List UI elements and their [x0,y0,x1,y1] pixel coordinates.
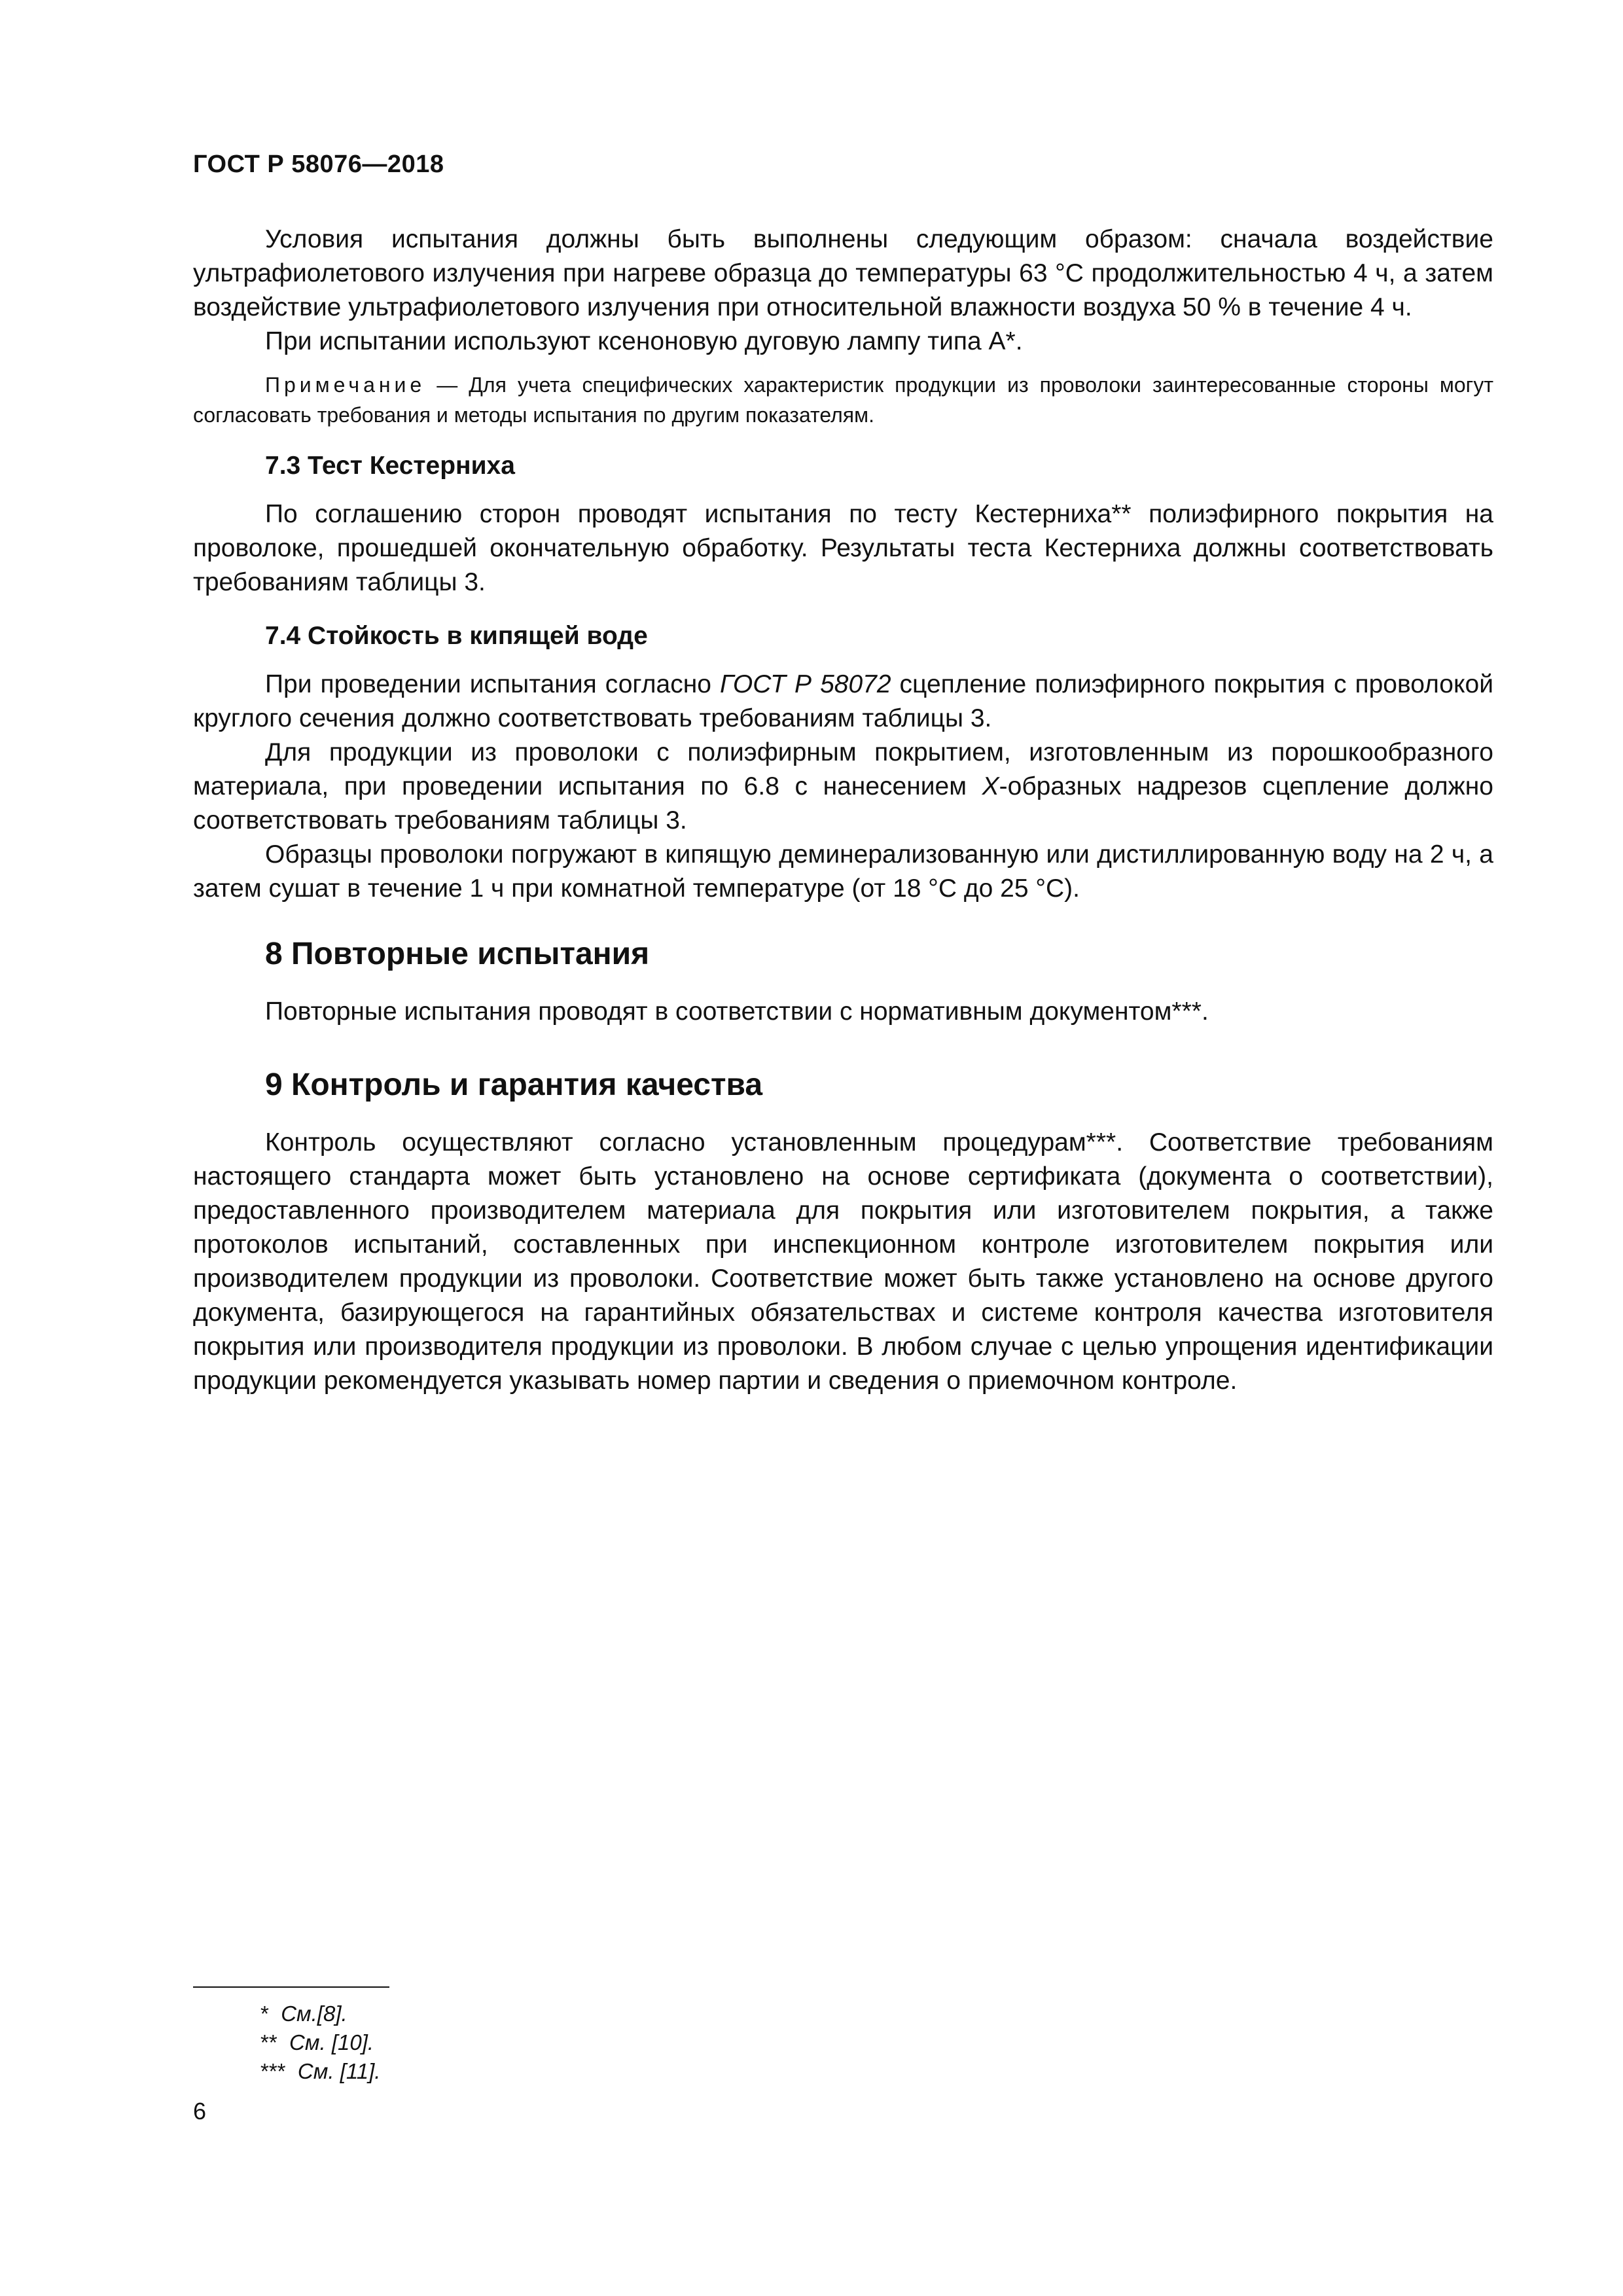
section-9-body [193,1126,1493,1398]
section-7-3-heading: 7.3 Тест Кестерниха [265,452,515,480]
text-run: -образных надрезов сцепление должно соответствовать требованиям таблицы 3. [193,772,1493,834]
footnote-mark: * [260,2001,269,2026]
section-8-body [193,995,1493,1029]
footnote-item [260,2057,380,2086]
text-run: Для продукции из проволоки с полиэфирным покрытием, изготовленным из порошкообразного материала, при проведении испытания по 6.8 с нанесением [193,738,1493,800]
footnote-mark: ** [260,2030,277,2054]
section-7-4-paragraph-1 [193,668,1493,736]
footnote-separator [193,1986,389,1988]
section-8-heading: 8 Повторные испытания [265,937,650,971]
section-7-3-paragraph: По соглашению сторон проводят испытания по тесту Кестерниха** полиэфирного покрытия на проволоке, прошедшей окончательную обработку. Результаты теста Кестерниха должны соответствовать требованиям таблицы 3. [193,500,1493,596]
intro-block [193,223,1493,359]
section-7-4-body [193,668,1493,906]
section-7-3-body [193,497,1493,600]
note-label: Примечание [265,373,426,397]
footnote-mark: *** [260,2059,286,2083]
section-9-heading: 9 Контроль и гарантия качества [265,1067,763,1102]
text-run: При проведении испытания согласно [265,670,721,698]
footnote-item [260,2000,348,2028]
standard-header: ГОСТ Р 58076—2018 [193,151,444,178]
section-7-4-paragraph-3: Образцы проволоки погружают в кипящую деминерализованную или дистиллированную воду на 2 ч, а затем сушат в течение 1 ч при комнатной температуре (от 18 °С до 25 °С). [193,840,1493,903]
footnote-item [260,2028,374,2057]
standard-reference: ГОСТ Р 58072 [720,670,891,698]
section-7-4-heading: 7.4 Стойкость в кипящей воде [265,622,648,650]
page-number: 6 [193,2098,207,2125]
footnote-reference: См. [11]. [297,2059,381,2083]
footnote-reference: См. [10]. [289,2030,374,2054]
italic-symbol: X [982,772,999,800]
section-8-paragraph: Повторные испытания проводят в соответствии с нормативным документом***. [265,997,1209,1026]
section-7-4-paragraph-2 [193,736,1493,838]
note-paragraph [193,370,1493,430]
text-run: сцепление полиэфирного покрытия с проволокой круглого сечения должно соответствовать требованиям таблицы 3. [193,670,1493,732]
section-9-paragraph: Контроль осуществляют согласно установленным процедурам***. Соответствие требованиям настоящего стандарта может быть установлено на основе сертификата (документа о соответствии), предоставленного производителем материала для покрытия или изготовителем покрытия, а также протоколов испытаний, составленных при инспекционном контроле изготовителем покрытия или производителем продукции из проволоки. Соответствие может быть также установлено на основе другого документа, базирующегося на гарантийных обязательствах и системе контроля качества изготовителя покрытия или производителя продукции из проволоки. В любом случае с целью упрощения идентификации продукции рекомендуется указывать номер партии и сведения о приемочном контроле. [193,1128,1493,1395]
intro-paragraph-lamp: При испытании используют ксеноновую дуговую лампу типа А*. [265,327,1023,355]
intro-paragraph-conditions: Условия испытания должны быть выполнены следующим образом: сначала воздействие ультрафиолетового излучения при нагреве образца до температуры 63 °С продолжительностью 4 ч, а затем воздействие ультрафиолетового излучения при относительной влажности воздуха 50 % в течение 4 ч. [193,225,1493,321]
footnote-reference: См.[8]. [281,2001,348,2026]
note-text: — Для учета специфических характеристик продукции из проволоки заинтересованные стороны могут согласовать требования и методы испытания по другим показателям. [193,373,1493,427]
